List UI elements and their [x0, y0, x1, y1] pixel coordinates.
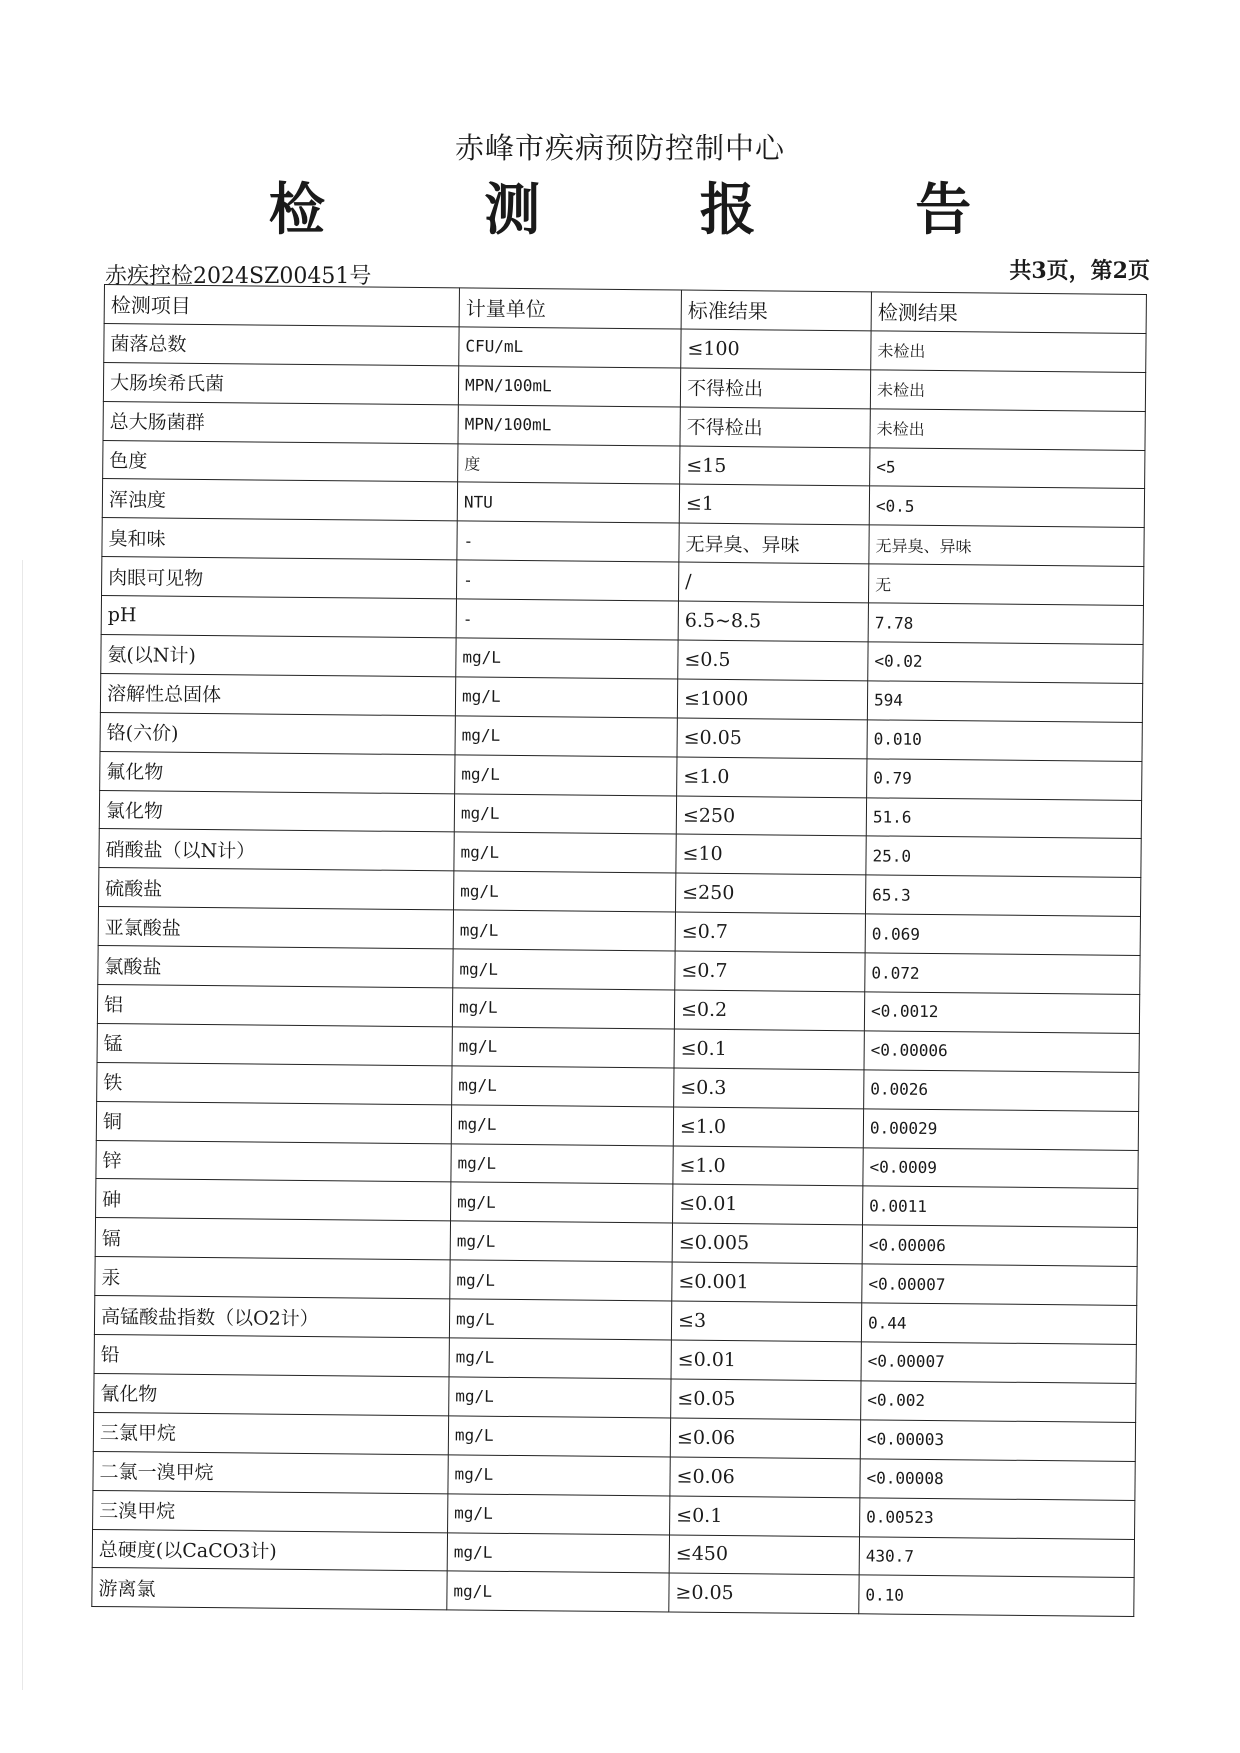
standard-cell: ≤0.06	[670, 1418, 860, 1459]
result-cell: 0.0011	[863, 1186, 1138, 1228]
unit-cell: mg/L	[449, 1338, 671, 1379]
standard-cell: 不得检出	[680, 407, 870, 448]
standard-cell: ≤0.1	[670, 1496, 860, 1537]
result-cell: <0.0009	[863, 1147, 1138, 1189]
result-cell: 0.79	[867, 759, 1142, 801]
result-cell: 0.00523	[860, 1497, 1135, 1539]
result-cell: <0.00006	[862, 1225, 1137, 1267]
standard-cell: ≤0.7	[675, 912, 865, 953]
unit-cell: mg/L	[449, 1377, 671, 1418]
unit-cell: mg/L	[450, 1260, 672, 1301]
standard-cell: /	[678, 562, 868, 603]
unit-cell: mg/L	[454, 871, 676, 912]
result-cell: 0.10	[859, 1575, 1134, 1617]
result-cell: <0.00007	[861, 1342, 1136, 1384]
result-cell: <0.002	[861, 1381, 1136, 1423]
report-number: 赤疾控检2024SZ00451号	[105, 264, 372, 289]
result-cell: 未检出	[870, 409, 1145, 451]
item-cell: 氯酸盐	[98, 946, 453, 988]
unit-cell: mg/L	[451, 1182, 673, 1223]
standard-cell: ≥0.05	[669, 1573, 859, 1614]
item-cell: 氯化物	[99, 790, 454, 832]
standard-cell: ≤1000	[677, 679, 867, 720]
unit-cell: mg/L	[447, 1532, 669, 1573]
unit-cell: mg/L	[453, 949, 675, 990]
scan-edge-line	[22, 560, 23, 1690]
unit-cell: mg/L	[448, 1455, 670, 1496]
result-cell: <0.00008	[860, 1459, 1135, 1501]
unit-cell: mg/L	[451, 1143, 673, 1184]
item-cell: pH	[101, 596, 456, 638]
standard-cell: 6.5~8.5	[678, 601, 868, 642]
item-cell: 臭和味	[102, 518, 457, 560]
item-cell: 镉	[95, 1218, 450, 1260]
unit-cell: mg/L	[455, 755, 677, 796]
item-cell: 铬(六价)	[100, 712, 455, 754]
item-cell: 游离氯	[92, 1568, 447, 1610]
item-cell: 锌	[96, 1140, 451, 1182]
unit-cell: mg/L	[453, 910, 675, 951]
unit-cell: MPN/100mL	[458, 405, 680, 446]
standard-cell: ≤450	[669, 1534, 859, 1575]
unit-cell: CFU/mL	[459, 327, 681, 368]
standard-cell: ≤100	[681, 329, 871, 370]
standard-cell: ≤1.0	[673, 1107, 863, 1148]
result-cell: <0.02	[868, 642, 1143, 684]
result-cell: 0.44	[861, 1303, 1136, 1345]
standard-cell: ≤0.2	[674, 990, 864, 1031]
unit-cell: mg/L	[448, 1416, 670, 1457]
item-cell: 菌落总数	[104, 323, 459, 365]
page-info: 共3页，第2页	[1009, 258, 1150, 284]
item-cell: 砷	[96, 1179, 451, 1221]
unit-cell: mg/L	[447, 1571, 669, 1612]
unit-cell: 度	[458, 443, 680, 484]
unit-cell: MPN/100mL	[458, 366, 680, 407]
item-cell: 二氯一溴甲烷	[93, 1451, 448, 1493]
result-cell: 0.072	[865, 953, 1140, 995]
standard-cell: ≤15	[680, 446, 870, 487]
result-cell: <5	[870, 447, 1145, 489]
item-cell: 铜	[96, 1101, 451, 1143]
result-cell: 51.6	[866, 797, 1141, 839]
unit-cell: mg/L	[454, 793, 676, 834]
result-cell: 25.0	[866, 836, 1141, 878]
column-header-result: 检测结果	[871, 292, 1146, 334]
result-cell: <0.00007	[862, 1264, 1137, 1306]
result-cell: 430.7	[859, 1536, 1134, 1578]
standard-cell: ≤1	[679, 484, 869, 525]
result-cell: <0.00003	[860, 1420, 1135, 1462]
item-cell: 铝	[97, 985, 452, 1027]
standard-cell: ≤1.0	[673, 1146, 863, 1187]
column-header-standard: 标准结果	[681, 290, 871, 331]
standard-cell: ≤0.01	[671, 1340, 861, 1381]
result-cell: 无异臭、异味	[869, 525, 1144, 567]
standard-cell: 无异臭、异味	[679, 523, 869, 564]
result-cell: 594	[867, 681, 1142, 723]
result-cell: <0.5	[869, 486, 1144, 528]
standard-cell: ≤0.06	[670, 1457, 860, 1498]
unit-cell: -	[456, 599, 678, 640]
unit-cell: mg/L	[454, 832, 676, 873]
item-cell: 氟化物	[100, 751, 455, 793]
standard-cell: ≤1.0	[677, 757, 867, 798]
result-cell: 65.3	[865, 875, 1140, 917]
result-cell: 7.78	[868, 603, 1143, 645]
result-cell: 未检出	[870, 370, 1145, 412]
item-cell: 大肠埃希氏菌	[103, 362, 458, 404]
item-cell: 亚氯酸盐	[98, 907, 453, 949]
item-cell: 肉眼可见物	[102, 557, 457, 599]
result-cell: 0.069	[865, 914, 1140, 956]
column-header-item: 检测项目	[104, 285, 459, 327]
unit-cell: mg/L	[452, 988, 674, 1029]
organization-name: 赤峰市疾病预防控制中心	[454, 131, 785, 165]
results-table	[91, 284, 1147, 1617]
standard-cell: ≤250	[676, 796, 866, 837]
result-cell: 0.010	[867, 720, 1142, 762]
unit-cell: NTU	[457, 482, 679, 523]
unit-cell: mg/L	[451, 1105, 673, 1146]
standard-cell: ≤0.7	[675, 951, 865, 992]
item-cell: 氨(以N计)	[101, 635, 456, 677]
item-cell: 浑浊度	[102, 479, 457, 521]
result-cell: 无	[868, 564, 1143, 606]
standard-cell: ≤3	[671, 1301, 861, 1342]
unit-cell: mg/L	[455, 677, 677, 718]
unit-cell: mg/L	[452, 1066, 674, 1107]
unit-cell: mg/L	[449, 1299, 671, 1340]
unit-cell: mg/L	[452, 1027, 674, 1068]
standard-cell: ≤0.05	[671, 1379, 861, 1420]
item-cell: 硝酸盐（以N计）	[99, 829, 454, 871]
item-cell: 铁	[97, 1062, 452, 1104]
item-cell: 汞	[95, 1257, 450, 1299]
unit-cell: -	[457, 521, 679, 562]
result-cell: 0.0026	[864, 1070, 1139, 1112]
item-cell: 氰化物	[94, 1373, 449, 1415]
item-cell: 高锰酸盐指数（以O2计）	[94, 1296, 449, 1338]
unit-cell: mg/L	[455, 716, 677, 757]
table-body	[92, 323, 1146, 1616]
item-cell: 锰	[97, 1023, 452, 1065]
item-cell: 三氯甲烷	[93, 1412, 448, 1454]
result-cell: 未检出	[871, 331, 1146, 373]
item-cell: 总硬度(以CaCO3计)	[92, 1529, 447, 1571]
standard-cell: ≤10	[676, 834, 866, 875]
item-cell: 三溴甲烷	[93, 1490, 448, 1532]
unit-cell: mg/L	[448, 1493, 670, 1534]
item-cell: 总大肠菌群	[103, 401, 458, 443]
unit-cell: mg/L	[456, 638, 678, 679]
standard-cell: 不得检出	[680, 368, 870, 409]
item-cell: 铅	[94, 1335, 449, 1377]
standard-cell: ≤0.5	[678, 640, 868, 681]
result-cell: <0.00006	[864, 1031, 1139, 1073]
report-title: 检 测 报 告	[268, 178, 1042, 243]
result-cell: <0.0012	[864, 992, 1139, 1034]
result-cell: 0.00029	[863, 1109, 1138, 1151]
standard-cell: ≤0.3	[674, 1068, 864, 1109]
standard-cell: ≤0.1	[674, 1029, 864, 1070]
column-header-unit: 计量单位	[459, 288, 681, 329]
standard-cell: ≤0.005	[672, 1223, 862, 1264]
standard-cell: ≤250	[675, 873, 865, 914]
standard-cell: ≤0.001	[672, 1262, 862, 1303]
item-cell: 溶解性总固体	[100, 673, 455, 715]
standard-cell: ≤0.01	[673, 1184, 863, 1225]
standard-cell: ≤0.05	[677, 718, 867, 759]
item-cell: 硫酸盐	[99, 868, 454, 910]
unit-cell: -	[456, 560, 678, 601]
item-cell: 色度	[103, 440, 458, 482]
unit-cell: mg/L	[450, 1221, 672, 1262]
